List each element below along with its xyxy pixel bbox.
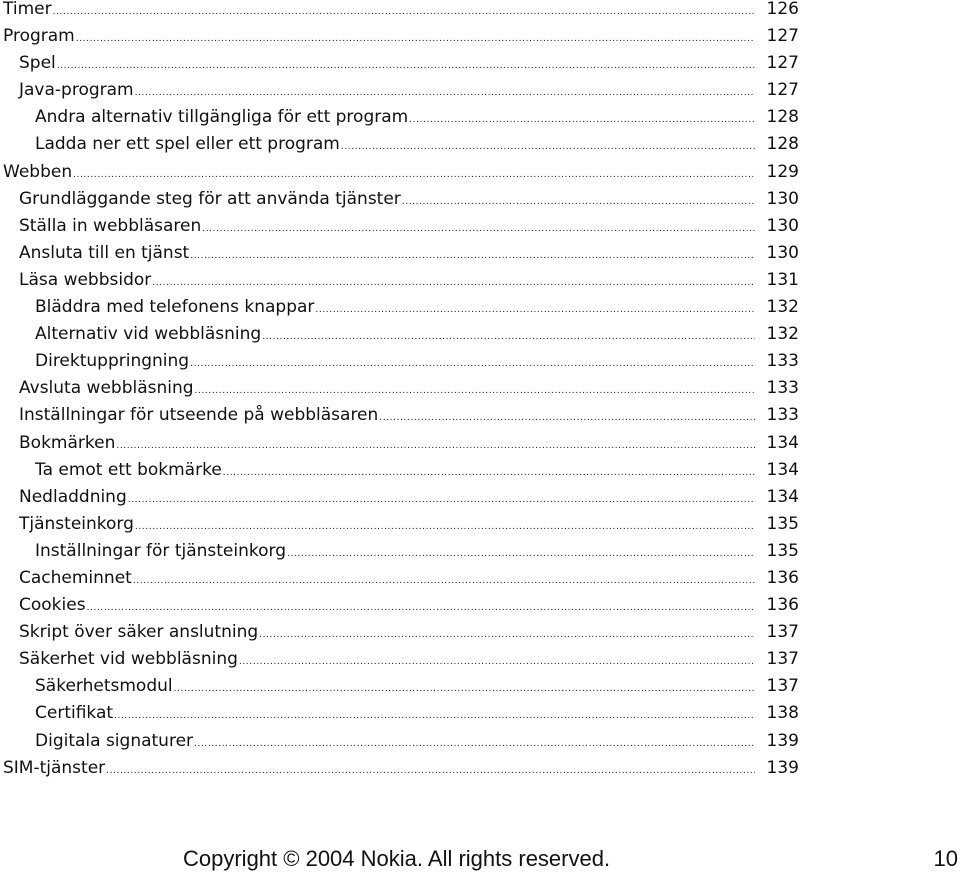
- toc-entry[interactable]: [0, 565, 800, 592]
- toc-dot-leader: [262, 324, 755, 351]
- toc-entry-page: 133: [766, 378, 799, 399]
- toc-dot-leader: [259, 622, 755, 649]
- toc-entry[interactable]: [0, 23, 800, 50]
- toc-entry-page: 127: [766, 53, 799, 74]
- toc-entry-title: Inställningar för utseende på webbläsaren: [19, 405, 379, 426]
- toc-entry-title: Nedladdning: [19, 486, 127, 507]
- toc-dot-leader: [341, 134, 755, 161]
- toc-entry-title: Ställa in webbläsaren: [19, 215, 202, 236]
- toc-entry[interactable]: [0, 267, 800, 294]
- toc-entry-page: 129: [766, 161, 799, 182]
- toc-entry-page: 132: [766, 297, 799, 318]
- toc-entry-page: 130: [766, 188, 799, 209]
- toc-entry[interactable]: [0, 511, 800, 538]
- toc-entry[interactable]: [0, 538, 800, 565]
- toc-entry-title: Grundläggande steg för att använda tjänster: [19, 188, 401, 209]
- toc-dot-leader: [128, 487, 755, 514]
- toc-entry-page: 139: [766, 757, 799, 778]
- toc-entry-title: Program: [3, 26, 75, 47]
- toc-dot-leader: [190, 351, 755, 378]
- toc-entry-title: SIM-tjänster: [3, 757, 106, 778]
- toc-entry[interactable]: [0, 240, 800, 267]
- toc-entry[interactable]: [0, 619, 800, 646]
- toc-entry-page: 137: [766, 649, 799, 670]
- toc-dot-leader: [57, 53, 755, 80]
- toc-entry[interactable]: [0, 0, 800, 23]
- toc-dot-leader: [135, 80, 755, 107]
- toc-entry[interactable]: [0, 77, 800, 104]
- toc-entry-page: 130: [766, 215, 799, 236]
- copyright-notice: Copyright © 2004 Nokia. All rights reserved.: [183, 846, 611, 871]
- toc-entry[interactable]: [0, 131, 800, 158]
- toc-entry-page: 136: [766, 567, 799, 588]
- toc-entry-page: 135: [766, 540, 799, 561]
- toc-entry[interactable]: [0, 430, 800, 457]
- toc-dot-leader: [194, 731, 755, 758]
- toc-entry-page: 126: [766, 0, 799, 19]
- toc-entry-title: Timer: [3, 0, 52, 19]
- toc-entry[interactable]: [0, 104, 800, 131]
- toc-dot-leader: [114, 703, 755, 730]
- toc-dot-leader: [76, 26, 755, 53]
- toc-dot-leader: [190, 243, 755, 270]
- toc-entry-page: 139: [766, 730, 799, 751]
- toc-entry-title: Bläddra med telefonens knappar: [35, 297, 315, 318]
- toc-entry-title: Webben: [3, 161, 73, 182]
- toc-entry-page: 136: [766, 595, 799, 616]
- toc-entry-page: 133: [766, 405, 799, 426]
- toc-entry-title: Alternativ vid webbläsning: [35, 324, 262, 345]
- toc-dot-leader: [87, 595, 755, 622]
- toc-entry-page: 134: [766, 432, 799, 453]
- toc-dot-leader: [174, 676, 755, 703]
- toc-entry-title: Tjänsteinkorg: [19, 513, 134, 534]
- toc-entry-title: Säkerhetsmodul: [35, 676, 173, 697]
- toc-dot-leader: [133, 568, 755, 595]
- toc-entry[interactable]: [0, 755, 800, 782]
- toc-entry-title: Andra alternativ tillgängliga för ett program: [35, 107, 409, 128]
- toc-dot-leader: [53, 0, 755, 26]
- toc-entry[interactable]: [0, 213, 800, 240]
- toc-entry-page: 128: [766, 107, 799, 128]
- toc-entry-title: Cacheminnet: [19, 567, 132, 588]
- toc-dot-leader: [223, 460, 755, 487]
- toc-dot-leader: [116, 433, 755, 460]
- toc-entry[interactable]: [0, 321, 800, 348]
- toc-entry[interactable]: [0, 457, 800, 484]
- toc-entry-page: 127: [766, 26, 799, 47]
- toc-entry-title: Bokmärken: [19, 432, 116, 453]
- toc-entry-title: Direktuppringning: [35, 351, 190, 372]
- toc-dot-leader: [402, 189, 755, 216]
- toc-entry-page: 134: [766, 486, 799, 507]
- toc-dot-leader: [195, 378, 755, 405]
- page-number: 10: [933, 846, 958, 871]
- toc-entry[interactable]: [0, 348, 800, 375]
- toc-entry-title: Skript över säker anslutning: [19, 622, 259, 643]
- toc-entry[interactable]: [0, 294, 800, 321]
- toc-entry-title: Inställningar för tjänsteinkorg: [35, 540, 287, 561]
- toc-entry-title: Cookies: [19, 595, 86, 616]
- toc-entry-title: Säkerhet vid webbläsning: [19, 649, 238, 670]
- toc-entry[interactable]: [0, 728, 800, 755]
- toc-entry[interactable]: [0, 50, 800, 77]
- toc-dot-leader: [73, 162, 755, 189]
- toc-dot-leader: [152, 270, 755, 297]
- toc-entry-page: 137: [766, 622, 799, 643]
- toc-entry-page: 131: [766, 269, 799, 290]
- toc-entry-title: Java-program: [19, 80, 134, 101]
- toc-entry-page: 128: [766, 134, 799, 155]
- toc-dot-leader: [409, 107, 755, 134]
- toc-dot-leader: [379, 405, 755, 432]
- toc-entry[interactable]: [0, 484, 800, 511]
- toc-entry[interactable]: [0, 646, 800, 673]
- toc-entry-page: 132: [766, 324, 799, 345]
- toc-entry-page: 133: [766, 351, 799, 372]
- toc-entry-page: 130: [766, 242, 799, 263]
- toc-entry-title: Certifikat: [35, 703, 114, 724]
- toc-entry[interactable]: [0, 159, 800, 186]
- toc-entry[interactable]: [0, 402, 800, 429]
- toc-dot-leader: [239, 649, 755, 676]
- toc-entry-title: Avsluta webbläsning: [19, 378, 194, 399]
- toc-entry-page: 138: [766, 703, 799, 724]
- toc-entry-page: 137: [766, 676, 799, 697]
- toc-dot-leader: [315, 297, 755, 324]
- toc-entry-title: Läsa webbsidor: [19, 269, 152, 290]
- toc-entry-page: 135: [766, 513, 799, 534]
- toc-entry-title: Spel: [19, 53, 56, 74]
- toc-entry[interactable]: [0, 700, 800, 727]
- toc-entry-page: 134: [766, 459, 799, 480]
- toc-entry-title: Ansluta till en tjänst: [19, 242, 190, 263]
- toc-entry[interactable]: [0, 186, 800, 213]
- toc-entry-page: 127: [766, 80, 799, 101]
- toc-entry-title: Ladda ner ett spel eller ett program: [35, 134, 340, 155]
- toc-entry-title: Ta emot ett bokmärke: [35, 459, 222, 480]
- toc-entry[interactable]: [0, 673, 800, 700]
- toc-entry[interactable]: [0, 592, 800, 619]
- toc-entry[interactable]: [0, 375, 800, 402]
- toc-dot-leader: [135, 514, 755, 541]
- toc-entry-title: Digitala signaturer: [35, 730, 194, 751]
- toc-dot-leader: [106, 758, 755, 785]
- toc-dot-leader: [202, 216, 755, 243]
- toc-dot-leader: [287, 541, 755, 568]
